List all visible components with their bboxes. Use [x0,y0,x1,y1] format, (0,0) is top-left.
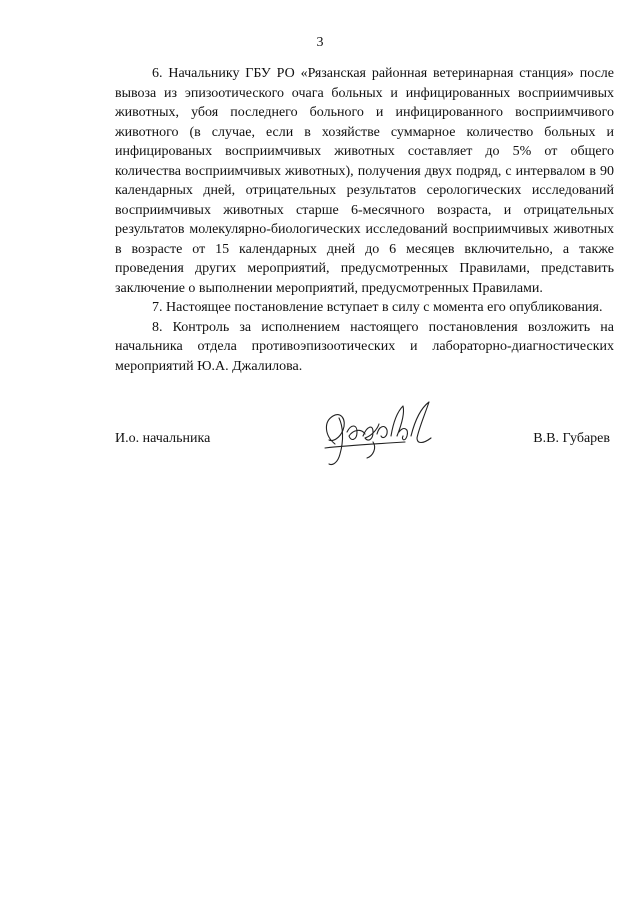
paragraph-8: 8. Контроль за исполнением настоящего постановления возложить на начальника отдела противоэпизоотических и лабораторно-диагностических мероприятий Ю.А. Джалилова. [115,319,614,374]
signature-block [115,396,614,476]
document-body [115,64,614,376]
signatory-name: В.В. Губарев [533,431,610,446]
signatory-title: И.о. начальника [115,431,211,446]
page-number: 3 [316,35,324,50]
handwritten-signature [313,396,443,476]
paragraph-6: 6. Начальнику ГБУ РО «Рязанская районная ветеринарная станция» после вывоза из эпизоотического очага больных и инфицированных восприимчивых животных, убоя последнего больного и инфицированного восприимчивого животного (в случае, если в хозяйстве суммарное количество больных и инфицированых восприимчивых животных составляет до 5% от общего количества восприимчивых животных), получения двух подряд, с интервалом в 90 календарных дней, отрицательных результатов серологических исследований восприимчивых животных старше 6-месячного возраста, и отрицательных результатов молекулярно-биологических исследований восприимчивых животных в возрасте от 15 календарных дней до 6 месяцев включительно, а также проведения других мероприятий, предусмотренных Правилами, представить заключение о выполнении мероприятий, предусмотренных Правилами. [115,66,614,296]
paragraph-7: 7. Настоящее постановление вступает в силу с момента его опубликования. [152,300,603,315]
